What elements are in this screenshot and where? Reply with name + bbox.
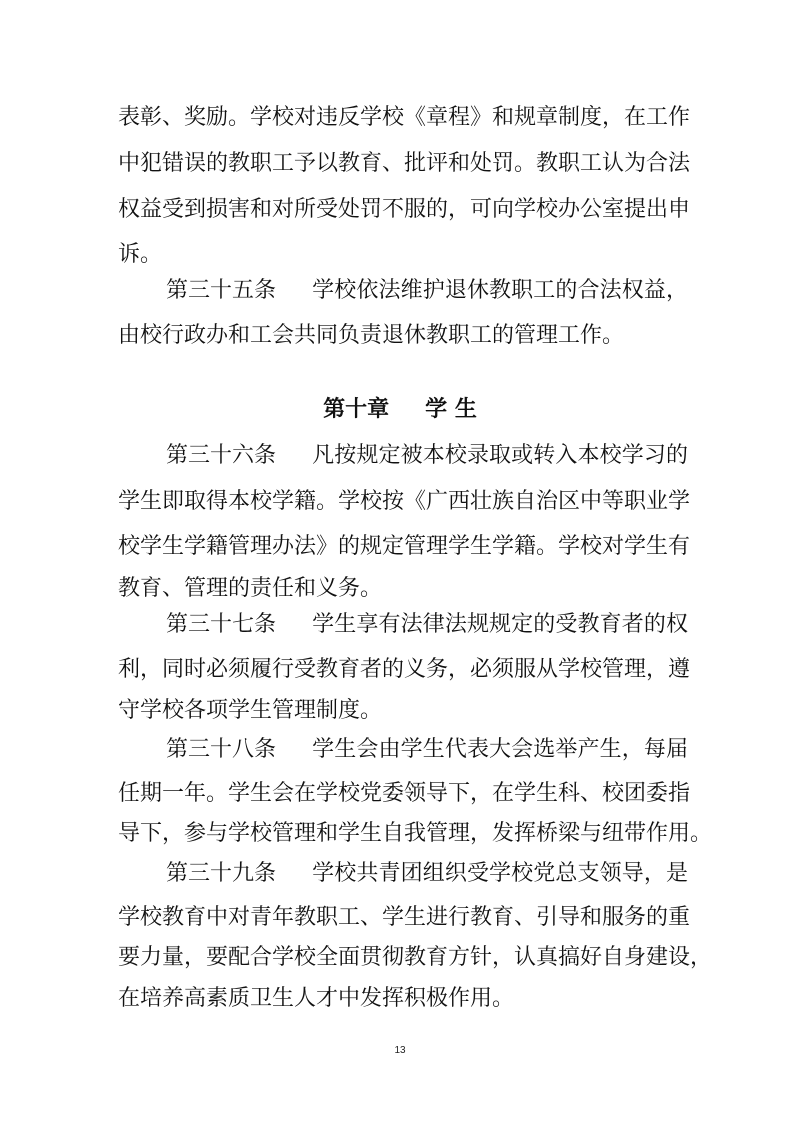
paragraph-line: 学校教育中对青年教职工、学生进行教育、引导和服务的重 xyxy=(118,905,691,930)
article-39-first-line xyxy=(166,860,688,888)
article-label: 第三十八条 xyxy=(166,737,277,762)
article-label: 第三十七条 xyxy=(166,612,277,637)
chapter-title: 学 生 xyxy=(425,397,477,422)
paragraph-line: 表彰、奖励。学校对违反学校《章程》和规章制度，在工作 xyxy=(118,105,691,130)
paragraph-line: 要力量，要配合学校全面贯彻教育方针，认真搞好自身建设， xyxy=(118,945,713,970)
chapter-heading xyxy=(0,396,800,424)
paragraph-line: 中犯错误的教职工予以教育、批评和处罚。教职工认为合法 xyxy=(118,151,691,176)
page-number: 13 xyxy=(394,1045,406,1056)
article-37-first-line xyxy=(166,611,688,639)
article-text: 学生享有法律法规规定的受教育者的权 xyxy=(312,612,688,637)
paragraph-line: 导下，参与学校管理和学生自我管理，发挥桥梁与纽带作用。 xyxy=(118,821,713,846)
paragraph-line: 校学生学籍管理办法》的规定管理学生学籍。学校对学生有 xyxy=(118,534,691,559)
paragraph-line: 任期一年。学生会在学校党委领导下，在学生科、校团委指 xyxy=(118,781,691,806)
article-label: 第三十五条 xyxy=(166,278,277,303)
paragraph-line: 诉。 xyxy=(118,242,163,267)
article-35-first-line xyxy=(166,277,688,305)
article-text: 凡按规定被本校录取或转入本校学习的 xyxy=(312,443,688,468)
article-text: 学校共青团组织受学校党总支领导，是 xyxy=(312,861,688,886)
article-38-first-line xyxy=(166,736,688,764)
paragraph-line: 教育、管理的责任和义务。 xyxy=(118,576,383,601)
paragraph-line: 权益受到损害和对所受处罚不服的，可向学校办公室提出申 xyxy=(118,197,691,222)
paragraph-line: 学生即取得本校学籍。学校按《广西壮族自治区中等职业学 xyxy=(118,489,691,514)
chapter-number: 第十章 xyxy=(323,397,390,422)
paragraph-line: 利，同时必须履行受教育者的义务，必须服从学校管理，遵 xyxy=(118,657,691,682)
paragraph-line: 由校行政办和工会共同负责退休教职工的管理工作。 xyxy=(118,323,625,348)
article-text: 学生会由学生代表大会选举产生，每届 xyxy=(312,737,688,762)
paragraph-line: 在培养高素质卫生人才中发挥积极作用。 xyxy=(118,986,515,1011)
paragraph-line: 守学校各项学生管理制度。 xyxy=(118,698,383,723)
article-label: 第三十六条 xyxy=(166,443,277,468)
article-text: 学校依法维护退休教职工的合法权益， xyxy=(312,278,688,303)
article-label: 第三十九条 xyxy=(166,861,277,886)
article-36-first-line xyxy=(166,442,688,470)
